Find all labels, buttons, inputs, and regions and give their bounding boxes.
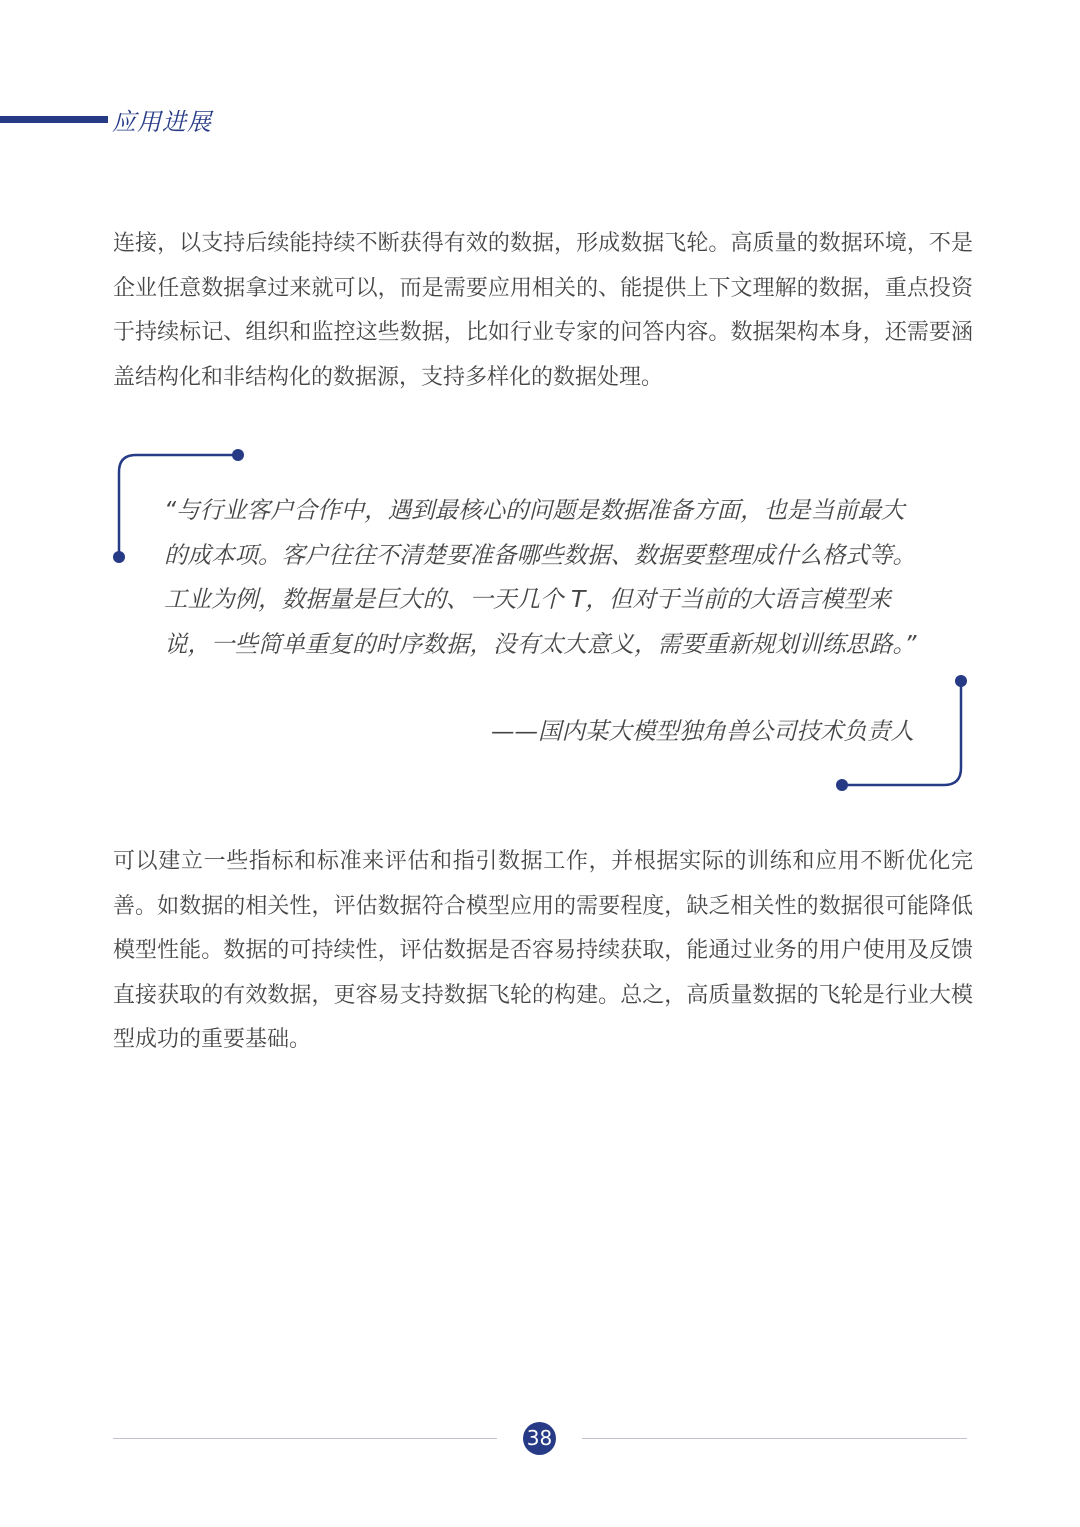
quote-open-dot-bottom: [113, 551, 125, 563]
section-title: 应用进展: [112, 108, 212, 136]
quote-close-dot-top: [955, 675, 967, 687]
footer-rule-left: [113, 1438, 497, 1439]
header-accent-bar: [0, 116, 108, 123]
page-number-badge: 38: [523, 1422, 556, 1455]
quote-open-dot-top: [232, 449, 244, 461]
quote-text: “与行业客户合作中，遇到最核心的问题是数据准备方面，也是当前最大的成本项。客户往往不清楚要准备哪些数据、数据要整理成什么格式等。工业为例，数据量是巨大的、一天几个 T，但对于当前的大语言模型来说，一些简单重复的时序数据，没有太大意义，需要重新规划训练思路。”: [164, 496, 917, 658]
quote-close-dot-bottom: [836, 779, 848, 791]
quote-attribution: ——国内某大模型独角兽公司技术负责人: [491, 717, 914, 745]
footer-rule-right: [582, 1438, 967, 1439]
body-paragraph-2: 可以建立一些指标和标准来评估和指引数据工作，并根据实际的训练和应用不断优化完善。如数据的相关性，评估数据符合模型应用的需要程度，缺乏相关性的数据很可能降低模型性能。数据的可持续性，评估数据是否容易持续获取，能通过业务的用户使用及反馈直接获取的有效数据，更容易支持数据飞轮的构建。总之，高质量数据的飞轮是行业大模型成功的重要基础。: [113, 849, 973, 1052]
body-paragraph-1: 连接，以支持后续能持续不断获得有效的数据，形成数据飞轮。高质量的数据环境，不是企业任意数据拿过来就可以，而是需要应用相关的、能提供上下文理解的数据，重点投资于持续标记、组织和监控这些数据，比如行业专家的问答内容。数据架构本身，还需要涵盖结构化和非结构化的数据源，支持多样化的数据处理。: [113, 231, 973, 390]
